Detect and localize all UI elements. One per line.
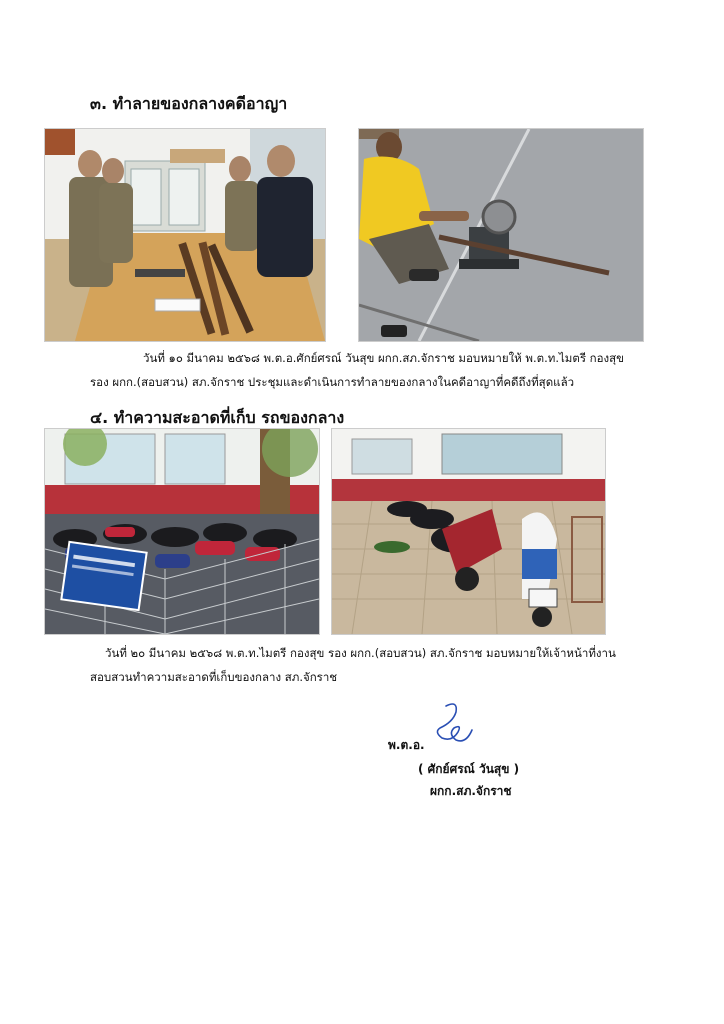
- photo-destroying-weapon: [358, 128, 644, 342]
- handwritten-signature: [428, 700, 478, 746]
- section-4-caption-line1: วันที่ ๒๐ มีนาคม ๒๕๖๘ พ.ต.ท.ไมตรี กองสุข รอง ผกก.(สอบสวน) สภ.จักราช มอบหมายให้เจ้าหน้าที่งาน: [105, 646, 616, 660]
- section-3-caption-line2: รอง ผกก.(สอบสวน) สภ.จักราช ประชุมและดำเนินการทำลายของกลางในคดีอาญาที่คดีถึงที่สุดแล้ว: [90, 375, 575, 389]
- photo-officers-with-weapons: [44, 128, 326, 342]
- section-3-heading: ๓. ทำลายของกลางคดีอาญา: [90, 94, 288, 113]
- signature-position: ผกก.สภ.จักราช: [430, 784, 512, 798]
- signature-name: ( ศักย์ศรณ์ วันสุข ): [418, 762, 520, 776]
- section-4-heading: ๔. ทำความสะอาดที่เก็บ รถของกลาง: [90, 408, 345, 427]
- section-4-caption-line2: สอบสวนทำความสะอาดที่เก็บของกลาง สภ.จักราช: [90, 670, 338, 684]
- section-3-caption-line1: วันที่ ๑๐ มีนาคม ๒๕๖๘ พ.ต.อ.ศักย์ศรณ์ วันสุข ผกก.สภ.จักราช มอบหมายให้ พ.ต.ท.ไมตรี กองสุข: [143, 351, 625, 365]
- photo-motorcycles-near-building: [331, 428, 606, 635]
- signature-rank: พ.ต.อ.: [388, 738, 425, 752]
- photo-motorcycle-storage-yard: [44, 428, 320, 635]
